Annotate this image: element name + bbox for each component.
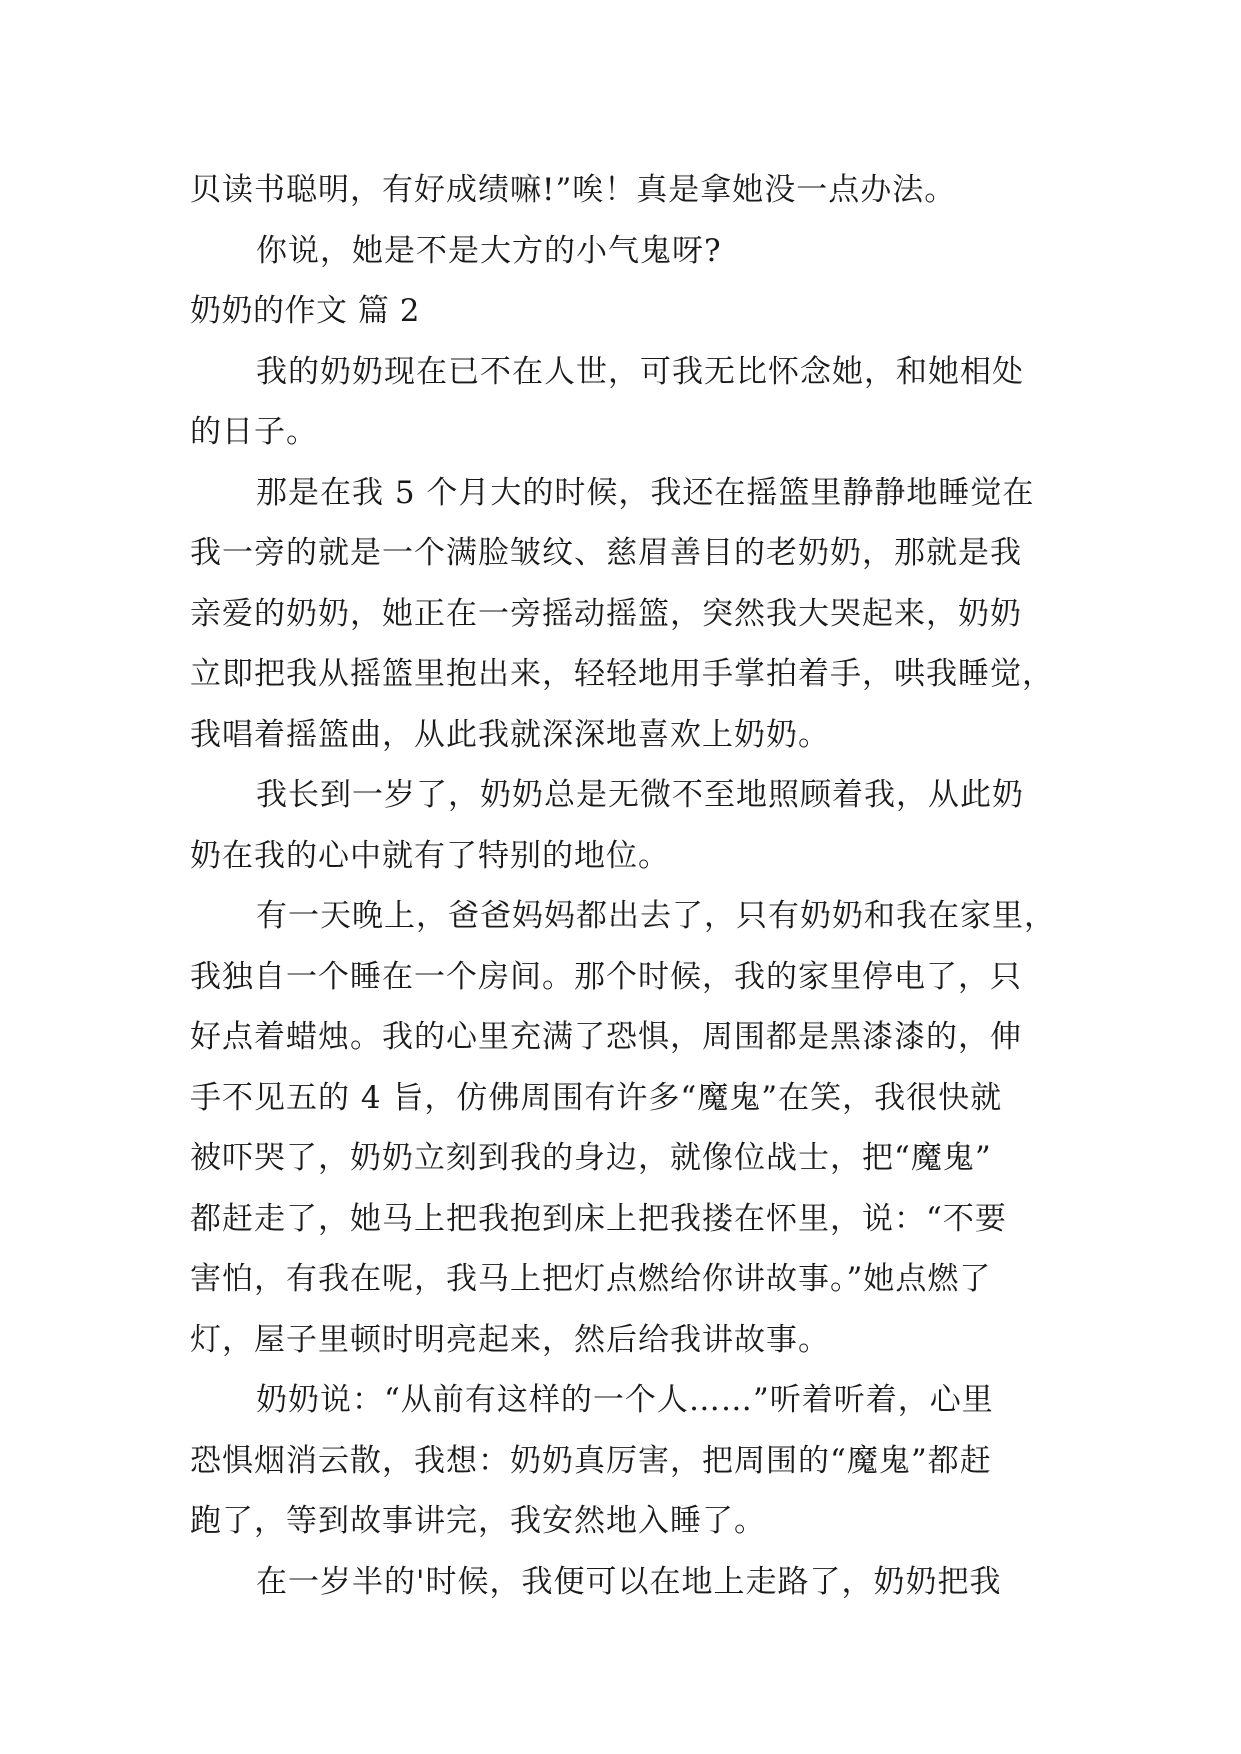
paragraph-first-line: 我长到一岁了，奶奶总是无微不至地照顾着我，从此奶 [256,777,1024,813]
text-line: 我一旁的就是一个满脸皱纹、慈眉善目的老奶奶，那就是我 [190,535,1022,571]
text-line: 被吓哭了，奶奶立刻到我的身边，就像位战士，把“魔鬼” [190,1140,992,1176]
text-line: 我独自一个睡在一个房间。那个时候，我的家里停电了，只 [190,958,1022,995]
text-line: 我唱着摇篮曲，从此我就深深地喜欢上奶奶。 [190,716,830,753]
text-line: 的日子。 [190,414,318,450]
text-line: 恐惧烟消云散，我想：奶奶真厉害，把周围的“魔鬼”都赶 [190,1442,992,1479]
text-line: 跑了，等到故事讲完，我安然地入睡了。 [190,1503,766,1539]
paragraph-first-line: 你说，她是不是大方的小气鬼呀? [256,232,722,269]
section-heading: 奶奶的作文 篇 2 [190,293,420,329]
text-line: 立即把我从摇篮里抱出来，轻轻地用手掌拍着手，哄我睡觉， [190,656,1054,692]
text-line: 害怕，有我在呢，我马上把灯点燃给你讲故事。”她点燃了 [190,1261,992,1297]
text-line: 手不见五的 4 旨，仿佛周围有许多“魔鬼”在笑，我很快就 [190,1079,1003,1116]
paragraph-first-line: 那是在我 5 个月大的时候，我还在摇篮里静静地睡觉在 [256,474,1035,511]
text-line: 亲爱的奶奶，她正在一旁摇动摇篮，突然我大哭起来，奶奶 [190,595,1022,632]
paragraph-first-line: 在一岁半的'时候，我便可以在地上走路了，奶奶把我 [256,1563,1002,1600]
text-line: 都赶走了，她马上把我抱到床上把我搂在怀里，说：“不要 [190,1200,1007,1237]
text-line: 灯，屋子里顿时明亮起来，然后给我讲故事。 [190,1321,830,1358]
paragraph-first-line: 我的奶奶现在已不在人世，可我无比怀念她，和她相处 [256,353,1024,390]
text-line: 奶在我的心中就有了特别的地位。 [190,837,670,874]
essay-body [190,160,1056,1612]
paragraph-first-line: 奶奶说：“从前有这样的一个人……”听着听着，心里 [256,1382,994,1418]
text-line: 贝读书聪明，有好成绩嘛!”唉！真是拿她没一点办法。 [190,172,957,208]
paragraph-first-line: 有一天晚上，爸爸妈妈都出去了，只有奶奶和我在家里， [256,898,1056,934]
text-line: 好点着蜡烛。我的心里充满了恐惧，周围都是黑漆漆的，伸 [190,1019,1022,1055]
